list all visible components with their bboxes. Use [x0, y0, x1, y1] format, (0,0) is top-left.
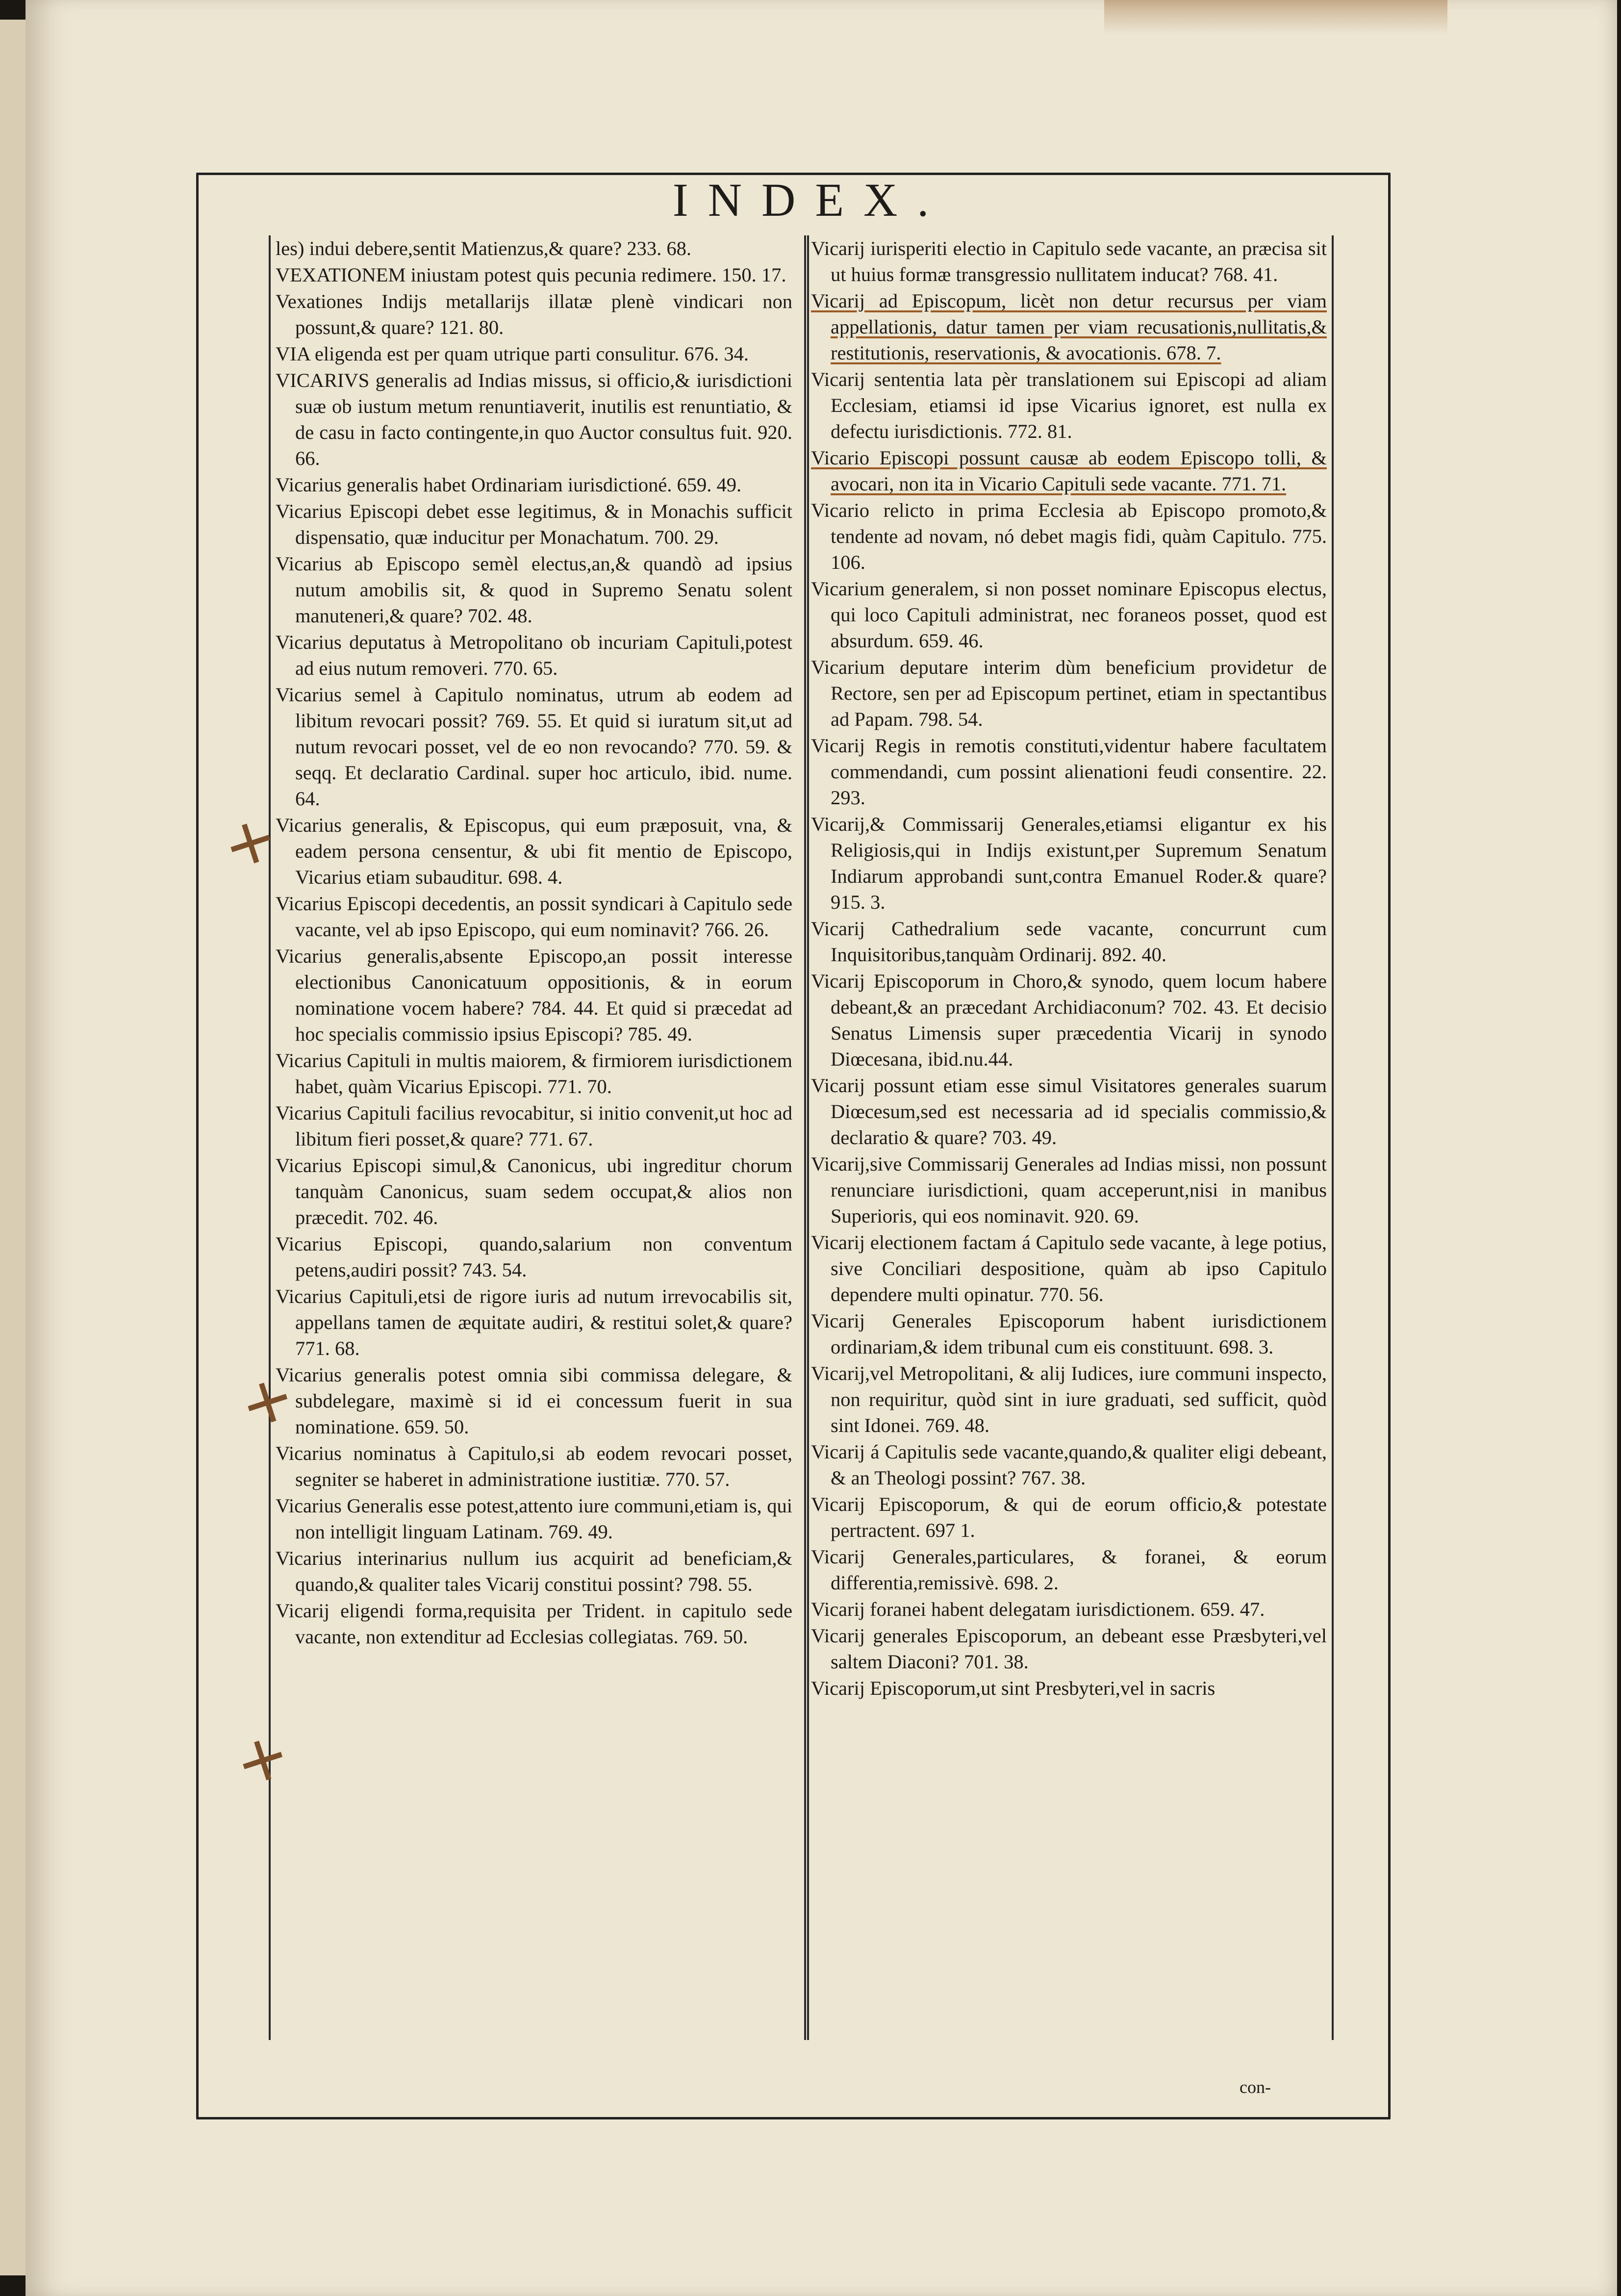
index-entry: Vicarius generalis,absente Episcopo,an possit interesse electionibus Canonicatuum oppositionis, & in eorum nominatione vocem habere? 784. 44. Et quid si præcedat ad hoc specialis commissio ipsius Episcopi? 785. 49. — [276, 945, 792, 1045]
index-entry: Vicarij Cathedralium sede vacante, concurrunt cum Inquisitoribus,tanquàm Ordinarij. 892. 40. — [811, 918, 1327, 966]
index-entry: Vicarij ad Episcopum, licèt non detur recursus per viam appellationis, datur tamen per viam recusationis,nullitatis,& restitutionis, reservationis, & avocationis. 678. 7. — [811, 290, 1327, 364]
index-entry: VEXATIONEM iniustam potest quis pecunia redimere. 150. 17. — [276, 264, 786, 286]
margin-cross-mark: + — [230, 1356, 304, 1445]
index-entry: Vicarij,sive Commissarij Generales ad Indias missi, non possunt renunciare iurisdictioni, quam acceperunt,nisi in manibus Superioris, qui eos nominavit. 920. 69. — [811, 1153, 1327, 1227]
index-entry: Vicarius Generalis esse potest,attento iure communi,etiam is, qui non intelligit linguam Latinam. 769. 49. — [276, 1495, 792, 1543]
page-title: INDEX. — [672, 174, 949, 226]
index-entry: Vicarius generalis potest omnia sibi commissa delegare, & subdelegare, maximè si id ei concessum fuerit in sua nominatione. 659. 50. — [276, 1364, 792, 1438]
index-entry: Vicarij possunt etiam esse simul Visitatores generales suarum Diœcesum,sed est necessaria ad id specialis commissio,& declaratio & quare? 703. 49. — [811, 1074, 1327, 1148]
left-column — [269, 235, 792, 2040]
index-entry: Vicarij Generales,particulares, & foranei, & eorum differentia,remissivè. 698. 2. — [811, 1546, 1327, 1594]
index-entry: Vicarij Generales Episcoporum habent iurisdictionem ordinariam,& idem tribunal cum eis constituunt. 698. 3. — [811, 1310, 1327, 1358]
index-entry: Vicarius semel à Capitulo nominatus, utrum ab eodem ad libitum revocari possit? 769. 55. Et quid si iuratum sit,ut ad nutum revocari posset, vel de eo non revocando? 770. 59. & seqq. Et declaratio Cardinal. super hoc articulo, ibid. nume. 64. — [276, 684, 792, 810]
index-entry: Vicarij Episcoporum, & qui de eorum officio,& potestate pertractent. 697 1. — [811, 1493, 1327, 1541]
index-entry: VICARIVS generalis ad Indias missus, si officio,& iurisdictioni suæ ob iustum metum renuntiaverit, inutilis est renuntiatio, & de casu in facto contingente,in quo Auctor consultus fuit. 920. 66. — [276, 369, 792, 469]
index-entry: Vicarij iurisperiti electio in Capitulo sede vacante, an præcisa sit ut huius formæ transgressio nullitatem inducat? 768. 41. — [811, 237, 1327, 285]
index-entry: Vicarij electionem factam á Capitulo sede vacante, à lege potius, sive Conciliari despositione, quàm ab ipso Capitulo dependere multi opinatur. 770. 56. — [811, 1231, 1327, 1305]
index-entry: Vicarij á Capitulis sede vacante,quando,& qualiter eligi debeant, & an Theologi possint? 767. 38. — [811, 1441, 1327, 1489]
index-entry: Vicarium deputare interim dùm beneficium providetur de Rectore, sen per ad Episcopum pertinet, etiam in spectantibus ad Papam. 798. 54. — [811, 656, 1327, 730]
index-entry: Vicarius deputatus à Metropolitano ob incuriam Capituli,potest ad eius nutum removeri. 770. 65. — [276, 631, 792, 679]
index-entry: Vicarius Episcopi, quando,salarium non conventum petens,audiri possit? 743. 54. — [276, 1233, 792, 1281]
right-column — [804, 235, 1334, 2040]
index-entry: Vexationes Indijs metallarijs illatæ plenè vindicari non possunt,& quare? 121. 80. — [276, 290, 792, 338]
index-entry: Vicarius Episcopi debet esse legitimus, & in Monachis sufficit dispensatio, quæ inducitur per Monachatum. 700. 29. — [276, 500, 792, 548]
index-entry: Vicarij eligendi forma,requisita per Trident. in capitulo sede vacante, non extenditur ad Ecclesias collegiatas. 769. 50. — [276, 1600, 792, 1648]
index-entry: Vicarij Episcoporum in Choro,& synodo, quem locum habere debeant,& an præcedant Archidiaconum? 702. 43. Et decisio Senatus Limensis super præcedentia Vicarij in synodo Diœcesana, ibid.nu.44. — [811, 970, 1327, 1070]
catchword: con- — [1240, 2077, 1271, 2097]
index-entry: Vicarij,vel Metropolitani, & alij Iudices, iure communi inspecto, non requiritur, quòd sint in iure graduati, sed sufficit, quòd sint Idonei. 769. 48. — [811, 1362, 1327, 1436]
margin-cross-mark: + — [213, 797, 287, 886]
index-entry: Vicarius interinarius nullum ius acquirit ad beneficiam,& quando,& qualiter tales Vicarij constitui possint? 798. 55. — [276, 1547, 792, 1595]
index-entry: Vicarij generales Episcoporum, an debeant esse Præsbyteri,vel saltem Diaconi? 701. 38. — [811, 1625, 1327, 1673]
index-entry: Vicarius Episcopi simul,& Canonicus, ubi ingreditur chorum tanquàm Canonicus, suam sedem occupat,& alios non præcedit. 702. 46. — [276, 1154, 792, 1228]
index-entry: Vicario Episcopi possunt causæ ab eodem Episcopo tolli, & avocari, non ita in Vicario Capituli sede vacante. 771. 71. — [811, 447, 1327, 495]
water-stain — [1104, 0, 1447, 34]
index-entry: Vicario relicto in prima Ecclesia ab Episcopo promoto,& tendente ad novam, nó debet magis fidi, quàm Capitulo. 775. 106. — [811, 499, 1327, 573]
index-entry: Vicarij Episcoporum,ut sint Presbyteri,vel in sacris — [811, 1677, 1216, 1699]
index-entry: Vicarij Regis in remotis constituti,videntur habere facultatem commendandi, cum possint alienationi feudi consentire. 22. 293. — [811, 735, 1327, 809]
index-entry: Vicarius Capituli in multis maiorem, & firmiorem iurisdictionem habet, quàm Vicarius Episcopi. 771. 70. — [276, 1049, 792, 1097]
index-entry: Vicarium generalem, si non posset nominare Episcopus electus, qui loco Capituli administrat, nec foraneos posset, quod est absurdum. 659. 46. — [811, 578, 1327, 652]
margin-cross-mark: + — [225, 1714, 299, 1803]
index-entry: Vicarius Capituli facilius revocabitur, si initio convenit,ut hoc ad libitum fieri posset,& quare? 771. 67. — [276, 1102, 792, 1150]
index-entry: Vicarij foranei habent delegatam iurisdictionem. 659. 47. — [811, 1598, 1265, 1620]
index-entry: Vicarij,& Commissarij Generales,etiamsi eligantur ex his Religiosis,qui in Indijs existunt,per Supremum Senatum Indiarum approbandi sunt,contra Emanuel Roder.& quare? 915. 3. — [811, 813, 1327, 913]
index-entry: les) indui debere,sentit Matienzus,& quare? 233. 68. — [276, 237, 692, 259]
index-entry: Vicarius Episcopi decedentis, an possit syndicari à Capitulo sede vacante, vel ab ipso Episcopo, qui eum nominavit? 766. 26. — [276, 893, 792, 941]
index-entry: Vicarius nominatus à Capitulo,si ab eodem revocari posset, segniter se haberet in administratione iustitiæ. 770. 57. — [276, 1442, 792, 1490]
index-entry: Vicarij sententia lata pèr translationem sui Episcopi ad aliam Ecclesiam, etiamsi id ipse Vicarius ignoret, est nulla ex defectu iurisdictionis. 772. 81. — [811, 368, 1327, 442]
index-entry: Vicarius generalis, & Episcopus, qui eum præposuit, vna, & eadem persona censentur, & ubi fit mentio de Episcopo, Vicarius etiam subauditur. 698. 4. — [276, 814, 792, 888]
index-entry: Vicarius ab Episcopo semèl electus,an,& quandò ad ipsius nutum amobilis sit, & quod in Supremo Senatu solent manuteneri,& quare? 702. 48. — [276, 553, 792, 627]
index-entry: Vicarius generalis habet Ordinariam iurisdictioné. 659. 49. — [276, 474, 742, 496]
index-entry: VIA eligenda est per quam utrique parti consulitur. 676. 34. — [276, 343, 749, 365]
index-entry: Vicarius Capituli,etsi de rigore iuris ad nutum irrevocabilis sit, appellans tamen de æquitate audiri, & restitui solet,& quare? 771. 68. — [276, 1285, 792, 1359]
